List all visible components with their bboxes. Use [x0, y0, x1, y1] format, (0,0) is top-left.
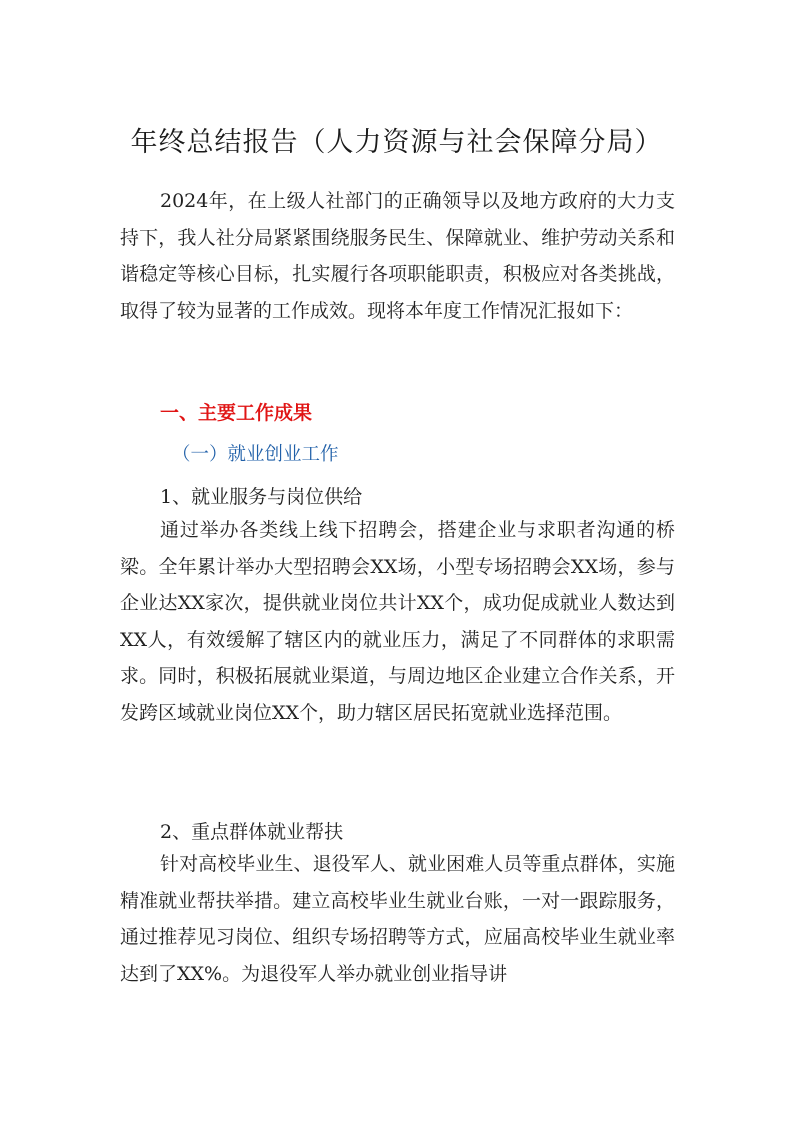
item-heading-2: 2、重点群体就业帮扶 — [160, 821, 344, 843]
intro-paragraph: 2024年，在上级人社部门的正确领导以及地方政府的大力支持下，我人社分局紧紧围绕服务民生、保障就业、维护劳动关系和谐稳定等核心目标，扎实履行各项职能职责，积极应对各类挑战，取得了较为显著的工作成效。现将本年度工作情况汇报如下： — [120, 190, 675, 322]
document-title: 年终总结报告（人力资源与社会保障分局） — [130, 127, 663, 158]
subsection-heading: （一）就业创业工作 — [172, 444, 339, 465]
item-heading-1: 1、就业服务与岗位供给 — [160, 486, 363, 508]
section-heading: 一、主要工作成果 — [160, 402, 313, 424]
item-paragraph-1: 通过举办各类线上线下招聘会，搭建企业与求职者沟通的桥梁。全年累计举办大型招聘会XX场，小型专场招聘会XX场，参与企业达XX家次，提供就业岗位共计XX个，成功促成就业人数达到XX人，有效缓解了辖区内的就业压力，满足了不同群体的求职需求。同时，积极拓展就业渠道，与周边地区企业建立合作关系，开发跨区域就业岗位XX个，助力辖区居民拓宽就业选择范围。 — [120, 519, 675, 724]
item-paragraph-2: 针对高校毕业生、退役军人、就业困难人员等重点群体，实施精准就业帮扶举措。建立高校毕业生就业台账，一对一跟踪服务，通过推荐见习岗位、组织专场招聘等方式，应届高校毕业生就业率达到了XX%。为退役军人举办就业创业指导讲 — [120, 853, 675, 985]
